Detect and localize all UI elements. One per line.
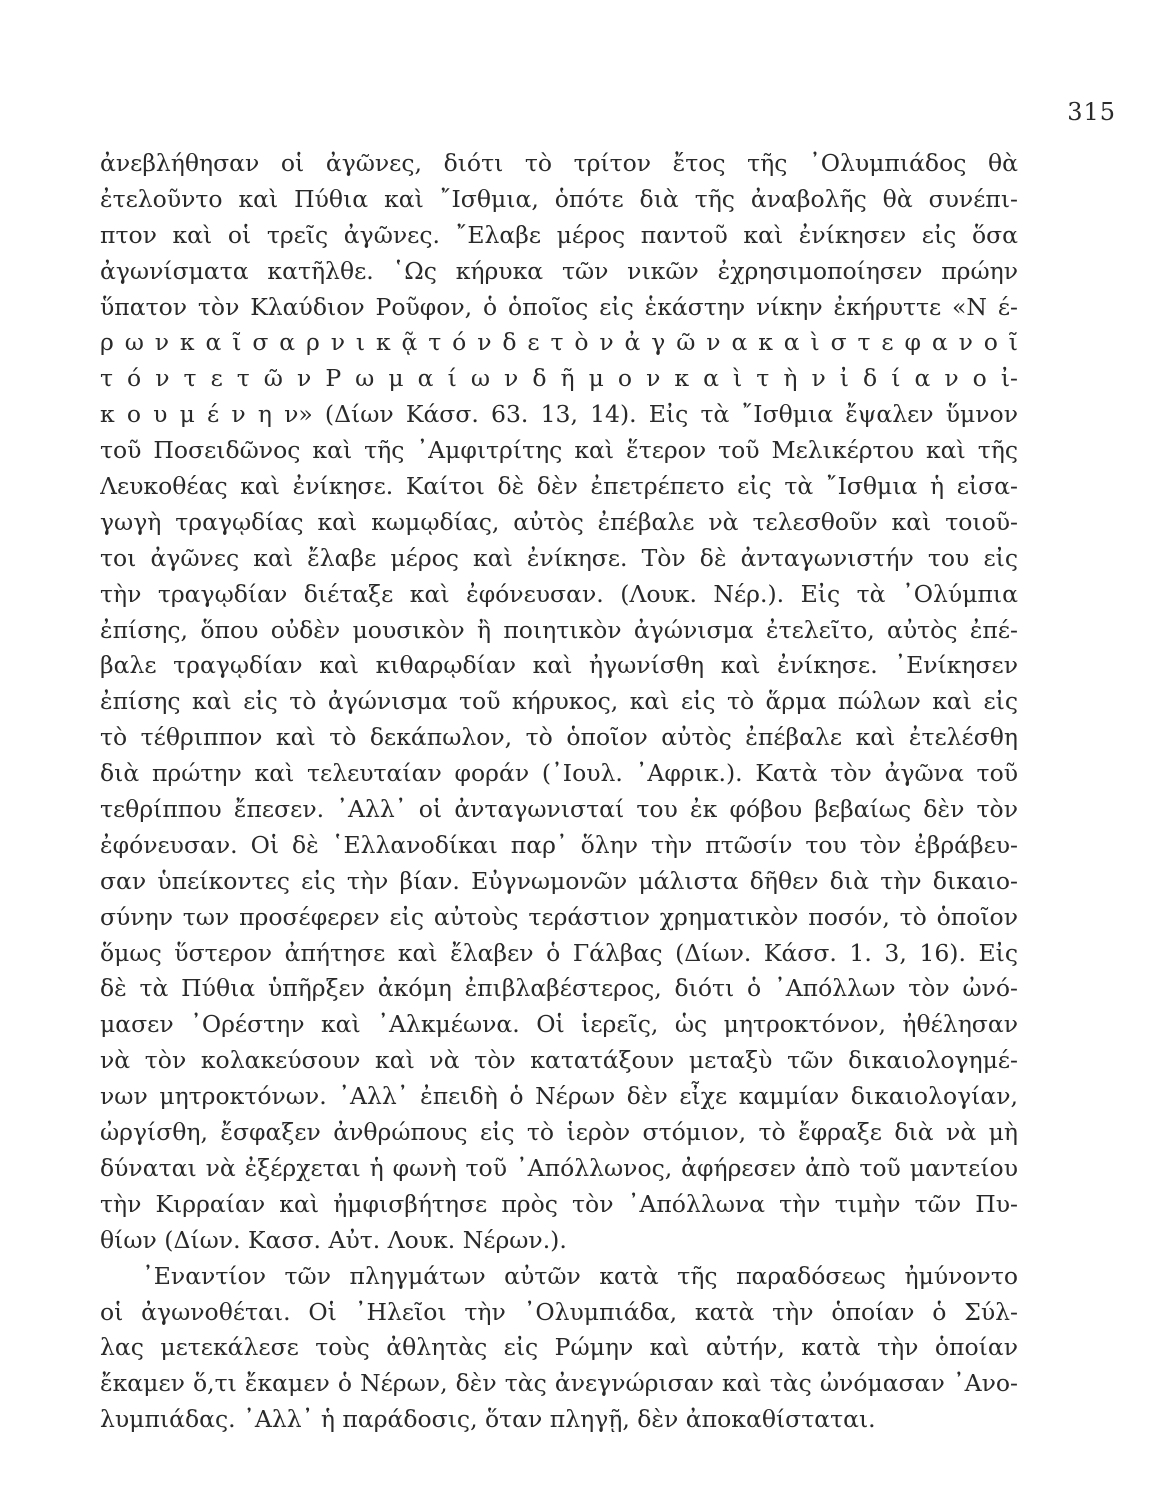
text-line: τοι ἀγῶνες καὶ ἔλαβε μέρος καὶ ἐνίκησε. Τὸν δὲ ἀνταγωνιστήν του εἰς	[100, 543, 1018, 572]
text-line: ἐφόνευσαν. Οἱ δὲ ῾Ελλανοδίκαι παρ᾿ ὅλην τὴν πτῶσίν του τὸν ἐβράβευ-	[100, 830, 1018, 859]
text-line: τὴν τραγῳδίαν διέταξε καὶ ἐφόνευσαν. (Λουκ. Νέρ.). Εἰς τὰ ᾿Ολύμπια	[100, 579, 1018, 608]
text-line: σύνην των προσέφερεν εἰς αὐτοὺς τεράστιον χρηματικὸν ποσόν, τὸ ὁποῖον	[100, 902, 1018, 931]
text-line: ρ ω ν κ α ῖ σ α ρ ν ι κ ᾷ τ ό ν δ ε τ ὸ ν ἀ γ ῶ ν α κ α ὶ σ τ ε φ α ν ο ῖ	[100, 328, 1018, 357]
text-line: Λευκοθέας καὶ ἐνίκησε. Καίτοι δὲ δὲν ἐπετρέπετο εἰς τὰ ῎Ισθμια ἡ εἰσα-	[100, 472, 1018, 501]
text-line: ἀνεβλήθησαν οἱ ἀγῶνες, διότι τὸ τρίτον ἔτος τῆς ᾿Ολυμπιάδος θὰ	[100, 149, 1018, 177]
text-line: ἐπίσης καὶ εἰς τὸ ἀγώνισμα τοῦ κήρυκος, καὶ εἰς τὸ ἅρμα πώλων καὶ εἰς	[100, 687, 1018, 716]
text-line: νων μητροκτόνων. ᾿Αλλ᾿ ἐπειδὴ ὁ Νέρων δὲν εἶχε καμμίαν δικαιολογίαν,	[100, 1082, 1018, 1111]
text-line: κ ο υ μ έ ν η ν» (Δίων Κάσσ. 63. 13, 14). Εἰς τὰ ῎Ισθμια ἔψαλεν ὕμνον	[100, 400, 1018, 429]
text-line: ἐτελοῦντο καὶ Πύθια καὶ ῎Ισθμια, ὁπότε διὰ τῆς ἀναβολῆς θὰ συνέπι-	[100, 184, 1018, 213]
text-line: τεθρίππου ἔπεσεν. ᾿Αλλ᾿ οἱ ἀνταγωνισταί του ἐκ φόβου βεβαίως δὲν τὸν	[100, 795, 1018, 824]
text-line: σαν ὑπείκοντες εἰς τὴν βίαν. Εὐγνωμονῶν μάλιστα δῆθεν διὰ τὴν δικαιο-	[100, 866, 1018, 895]
text-line: τὴν Κιρραίαν καὶ ἠμφισβήτησε πρὸς τὸν ᾿Απόλλωνα τὴν τιμὴν τῶν Πυ-	[100, 1189, 1018, 1218]
paragraph-end-line: θίων (Δίων. Κασσ. Αὐτ. Λουκ. Νέρων.).	[100, 1225, 567, 1254]
body-text	[100, 146, 1018, 1438]
text-line: πτον καὶ οἱ τρεῖς ἀγῶνες. ῎Ελαβε μέρος παντοῦ καὶ ἐνίκησεν εἰς ὅσα	[100, 220, 1018, 249]
text-line: ὠργίσθη, ἔσφαξεν ἀνθρώπους εἰς τὸ ἱερὸν στόμιον, τὸ ἔφραξε διὰ νὰ μὴ	[100, 1118, 1018, 1147]
text-line: δὲ τὰ Πύθια ὑπῆρξεν ἀκόμη ἐπιβλαβέστερος, διότι ὁ ᾿Απόλλων τὸν ὠνό-	[100, 974, 1018, 1003]
text-line: ὅμως ὕστερον ἀπήτησε καὶ ἔλαβεν ὁ Γάλβας (Δίων. Κάσσ. 1. 3, 16). Εἰς	[100, 938, 1018, 967]
text-line: τοῦ Ποσειδῶνος καὶ τῆς ᾿Αμφιτρίτης καὶ ἕτερον τοῦ Μελικέρτου καὶ τῆς	[100, 436, 1018, 465]
text-line: ἔκαμεν ὅ,τι ἔκαμεν ὁ Νέρων, δὲν τὰς ἀνεγνώρισαν καὶ τὰς ὠνόμασαν ᾿Ανο-	[100, 1369, 1018, 1398]
text-line: ἐπίσης, ὅπου οὐδὲν μουσικὸν ἢ ποιητικὸν ἀγώνισμα ἐτελεῖτο, αὐτὸς ἐπέ-	[100, 615, 1018, 644]
text-line: μασεν ᾿Ορέστην καὶ ᾿Αλκμέωνα. Οἱ ἱερεῖς, ὡς μητροκτόνον, ἠθέλησαν	[100, 1010, 1018, 1039]
paragraph-end-line: λυμπιάδας. ᾿Αλλ᾿ ἡ παράδοσις, ὅταν πληγῇ, δὲν ἀποκαθίσταται.	[100, 1405, 876, 1434]
text-line: διὰ πρώτην καὶ τελευταίαν φοράν (᾿Ιουλ. ᾿Αφρικ.). Κατὰ τὸν ἀγῶνα τοῦ	[100, 759, 1018, 788]
text-line: τ ό ν τ ε τ ῶ ν Ρ ω μ α ί ω ν δ ῆ μ ο ν κ α ὶ τ ὴ ν ἰ δ ί α ν ο ἰ-	[100, 364, 1018, 393]
text-line: ἀγωνίσματα κατῆλθε. ῾Ως κήρυκα τῶν νικῶν ἐχρησιμοποίησεν πρώην	[100, 256, 1018, 285]
text-line: λας μετεκάλεσε τοὺς ἀθλητὰς εἰς Ρώμην καὶ αὐτήν, κατὰ τὴν ὁποίαν	[100, 1333, 1018, 1362]
text-line: οἱ ἀγωνοθέται. Οἱ ᾿Ηλεῖοι τὴν ᾿Ολυμπιάδα, κατὰ τὴν ὁποίαν ὁ Σύλ-	[100, 1297, 1018, 1326]
text-line: γωγὴ τραγῳδίας καὶ κωμῳδίας, αὐτὸς ἐπέβαλε νὰ τελεσθοῦν καὶ τοιοῦ-	[100, 507, 1018, 536]
text-line: βαλε τραγῳδίαν καὶ κιθαρῳδίαν καὶ ἠγωνίσθη καὶ ἐνίκησε. ᾿Ενίκησεν	[100, 651, 1018, 680]
paragraph-start-line: ᾿Εναντίον τῶν πληγμάτων αὐτῶν κατὰ τῆς παραδόσεως ἠμύνοντο	[142, 1261, 1018, 1290]
text-line: νὰ τὸν κολακεύσουν καὶ νὰ τὸν κατατάξουν μεταξὺ τῶν δικαιολογημέ-	[100, 1046, 1018, 1075]
text-line: δύναται νὰ ἐξέρχεται ἡ φωνὴ τοῦ ᾿Απόλλωνος, ἀφήρεσεν ἀπὸ τοῦ μαντείου	[100, 1153, 1018, 1182]
page-number: 315	[1067, 98, 1116, 126]
text-line: τὸ τέθριππον καὶ τὸ δεκάπωλον, τὸ ὁποῖον αὐτὸς ἐπέβαλε καὶ ἐτελέσθη	[100, 723, 1018, 752]
text-line: ὕπατον τὸν Κλαύδιον Ροῦφον, ὁ ὁποῖος εἰς ἑκάστην νίκην ἐκήρυττε «Ν έ-	[100, 292, 1018, 321]
